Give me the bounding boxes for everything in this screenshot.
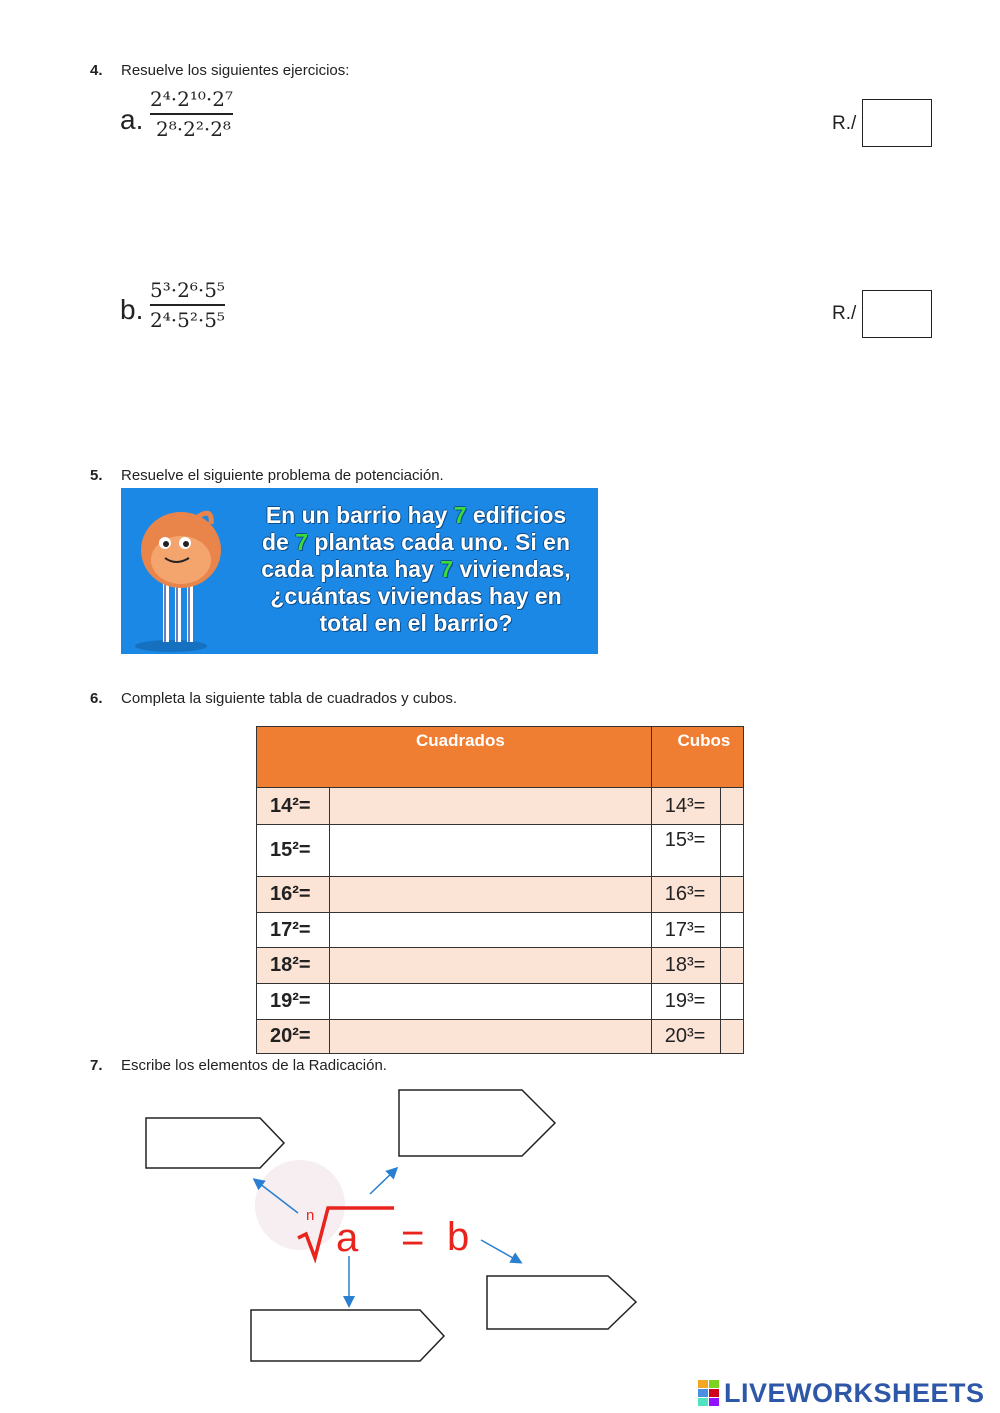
formula-equals: = bbox=[401, 1216, 425, 1260]
exercise-a-letter: a. bbox=[120, 104, 144, 135]
header-cubes: Cubos bbox=[651, 727, 743, 788]
square-answer-cell[interactable] bbox=[330, 984, 652, 1020]
table-row bbox=[257, 948, 744, 984]
table-row bbox=[257, 913, 744, 948]
radication-diagram bbox=[0, 1080, 700, 1370]
exercise-b-numerator: 5³·2⁶·5⁵ bbox=[150, 278, 225, 302]
exercise-b-denominator: 2⁴·5²·5⁵ bbox=[150, 307, 225, 332]
square-label: 20²= bbox=[257, 1020, 330, 1054]
table-row bbox=[257, 1020, 744, 1054]
exercise-a-fraction bbox=[150, 87, 233, 141]
question-7-text: Escribe los elementos de la Radicación. bbox=[121, 1057, 387, 1074]
problem-line-2: de 7 plantas cada uno. Si en bbox=[261, 529, 571, 555]
square-answer-cell[interactable] bbox=[330, 1020, 652, 1054]
question-6-text: Completa la siguiente tabla de cuadrados y cubos. bbox=[121, 690, 458, 707]
square-label: 15²= bbox=[257, 825, 330, 877]
cube-label: 17³= bbox=[651, 913, 720, 948]
question-4-number: 4. bbox=[90, 62, 103, 79]
onion-character-illustration bbox=[121, 488, 241, 654]
radical-arrow bbox=[370, 1169, 396, 1194]
cube-label: 16³= bbox=[651, 877, 720, 913]
liveworksheets-logo-text: LIVEWORKSHEETS bbox=[724, 1378, 985, 1408]
problem-line-5: total en el barrio? bbox=[319, 610, 513, 636]
root-arrow bbox=[481, 1240, 520, 1262]
cube-answer-cell[interactable] bbox=[720, 948, 743, 984]
index-answer-box[interactable] bbox=[146, 1118, 284, 1168]
question-4-text: Resuelve los siguientes ejercicios: bbox=[121, 62, 350, 79]
table-header-row bbox=[257, 727, 744, 788]
problem-text bbox=[231, 502, 598, 637]
cube-answer-cell[interactable] bbox=[720, 984, 743, 1020]
square-answer-cell[interactable] bbox=[330, 788, 652, 825]
square-answer-cell[interactable] bbox=[330, 913, 652, 948]
exercise-b-fraction bbox=[150, 278, 225, 332]
cube-label: 19³= bbox=[651, 984, 720, 1020]
formula-result: b bbox=[447, 1215, 470, 1259]
root-answer-box[interactable] bbox=[487, 1276, 636, 1329]
cube-answer-cell[interactable] bbox=[720, 1020, 743, 1054]
problem-line-4: ¿cuántas viviendas hay en bbox=[270, 583, 562, 609]
cube-answer-cell[interactable] bbox=[720, 877, 743, 913]
answer-a-box[interactable] bbox=[862, 99, 932, 147]
answer-b-label: R./ bbox=[832, 303, 857, 324]
table-row bbox=[257, 877, 744, 913]
answer-a-label: R./ bbox=[832, 113, 857, 134]
problem-banner bbox=[121, 488, 598, 654]
table-row bbox=[257, 984, 744, 1020]
radicand-answer-box[interactable] bbox=[251, 1310, 444, 1361]
square-label: 17²= bbox=[257, 913, 330, 948]
squares-cubes-table bbox=[256, 726, 744, 1054]
problem-line-1: En un barrio hay 7 edificios bbox=[265, 502, 567, 528]
cube-label: 15³= bbox=[651, 825, 720, 877]
cube-answer-cell[interactable] bbox=[720, 825, 743, 877]
exercise-a-numerator: 2⁴·2¹⁰·2⁷ bbox=[150, 87, 233, 111]
problem-line-3: cada planta hay 7 viviendas, bbox=[261, 556, 571, 582]
question-5-text: Resuelve el siguiente problema de potenciación. bbox=[121, 467, 444, 484]
exercise-b-letter: b. bbox=[120, 294, 144, 325]
exercise-a-denominator: 2⁸·2²·2⁸ bbox=[156, 116, 231, 141]
formula-radicand: a bbox=[336, 1216, 359, 1260]
formula-index: n bbox=[306, 1207, 315, 1224]
header-squares: Cuadrados bbox=[257, 727, 652, 788]
fraction-bar bbox=[150, 113, 233, 115]
square-answer-cell[interactable] bbox=[330, 825, 652, 877]
liveworksheets-logo-icon bbox=[698, 1380, 720, 1408]
square-answer-cell[interactable] bbox=[330, 948, 652, 984]
table-row bbox=[257, 825, 744, 877]
question-6-number: 6. bbox=[90, 690, 103, 707]
cube-answer-cell[interactable] bbox=[720, 913, 743, 948]
cube-label: 20³= bbox=[651, 1020, 720, 1054]
question-7-number: 7. bbox=[90, 1057, 103, 1074]
square-label: 14²= bbox=[257, 788, 330, 825]
table-row bbox=[257, 788, 744, 825]
question-5-number: 5. bbox=[90, 467, 103, 484]
radical-sign-answer-box[interactable] bbox=[399, 1090, 555, 1156]
square-label: 16²= bbox=[257, 877, 330, 913]
answer-b-box[interactable] bbox=[862, 290, 932, 338]
square-answer-cell[interactable] bbox=[330, 877, 652, 913]
square-label: 18²= bbox=[257, 948, 330, 984]
fraction-bar bbox=[150, 304, 225, 306]
cube-label: 14³= bbox=[651, 788, 720, 825]
square-label: 19²= bbox=[257, 984, 330, 1020]
cube-label: 18³= bbox=[651, 948, 720, 984]
cube-answer-cell[interactable] bbox=[720, 788, 743, 825]
